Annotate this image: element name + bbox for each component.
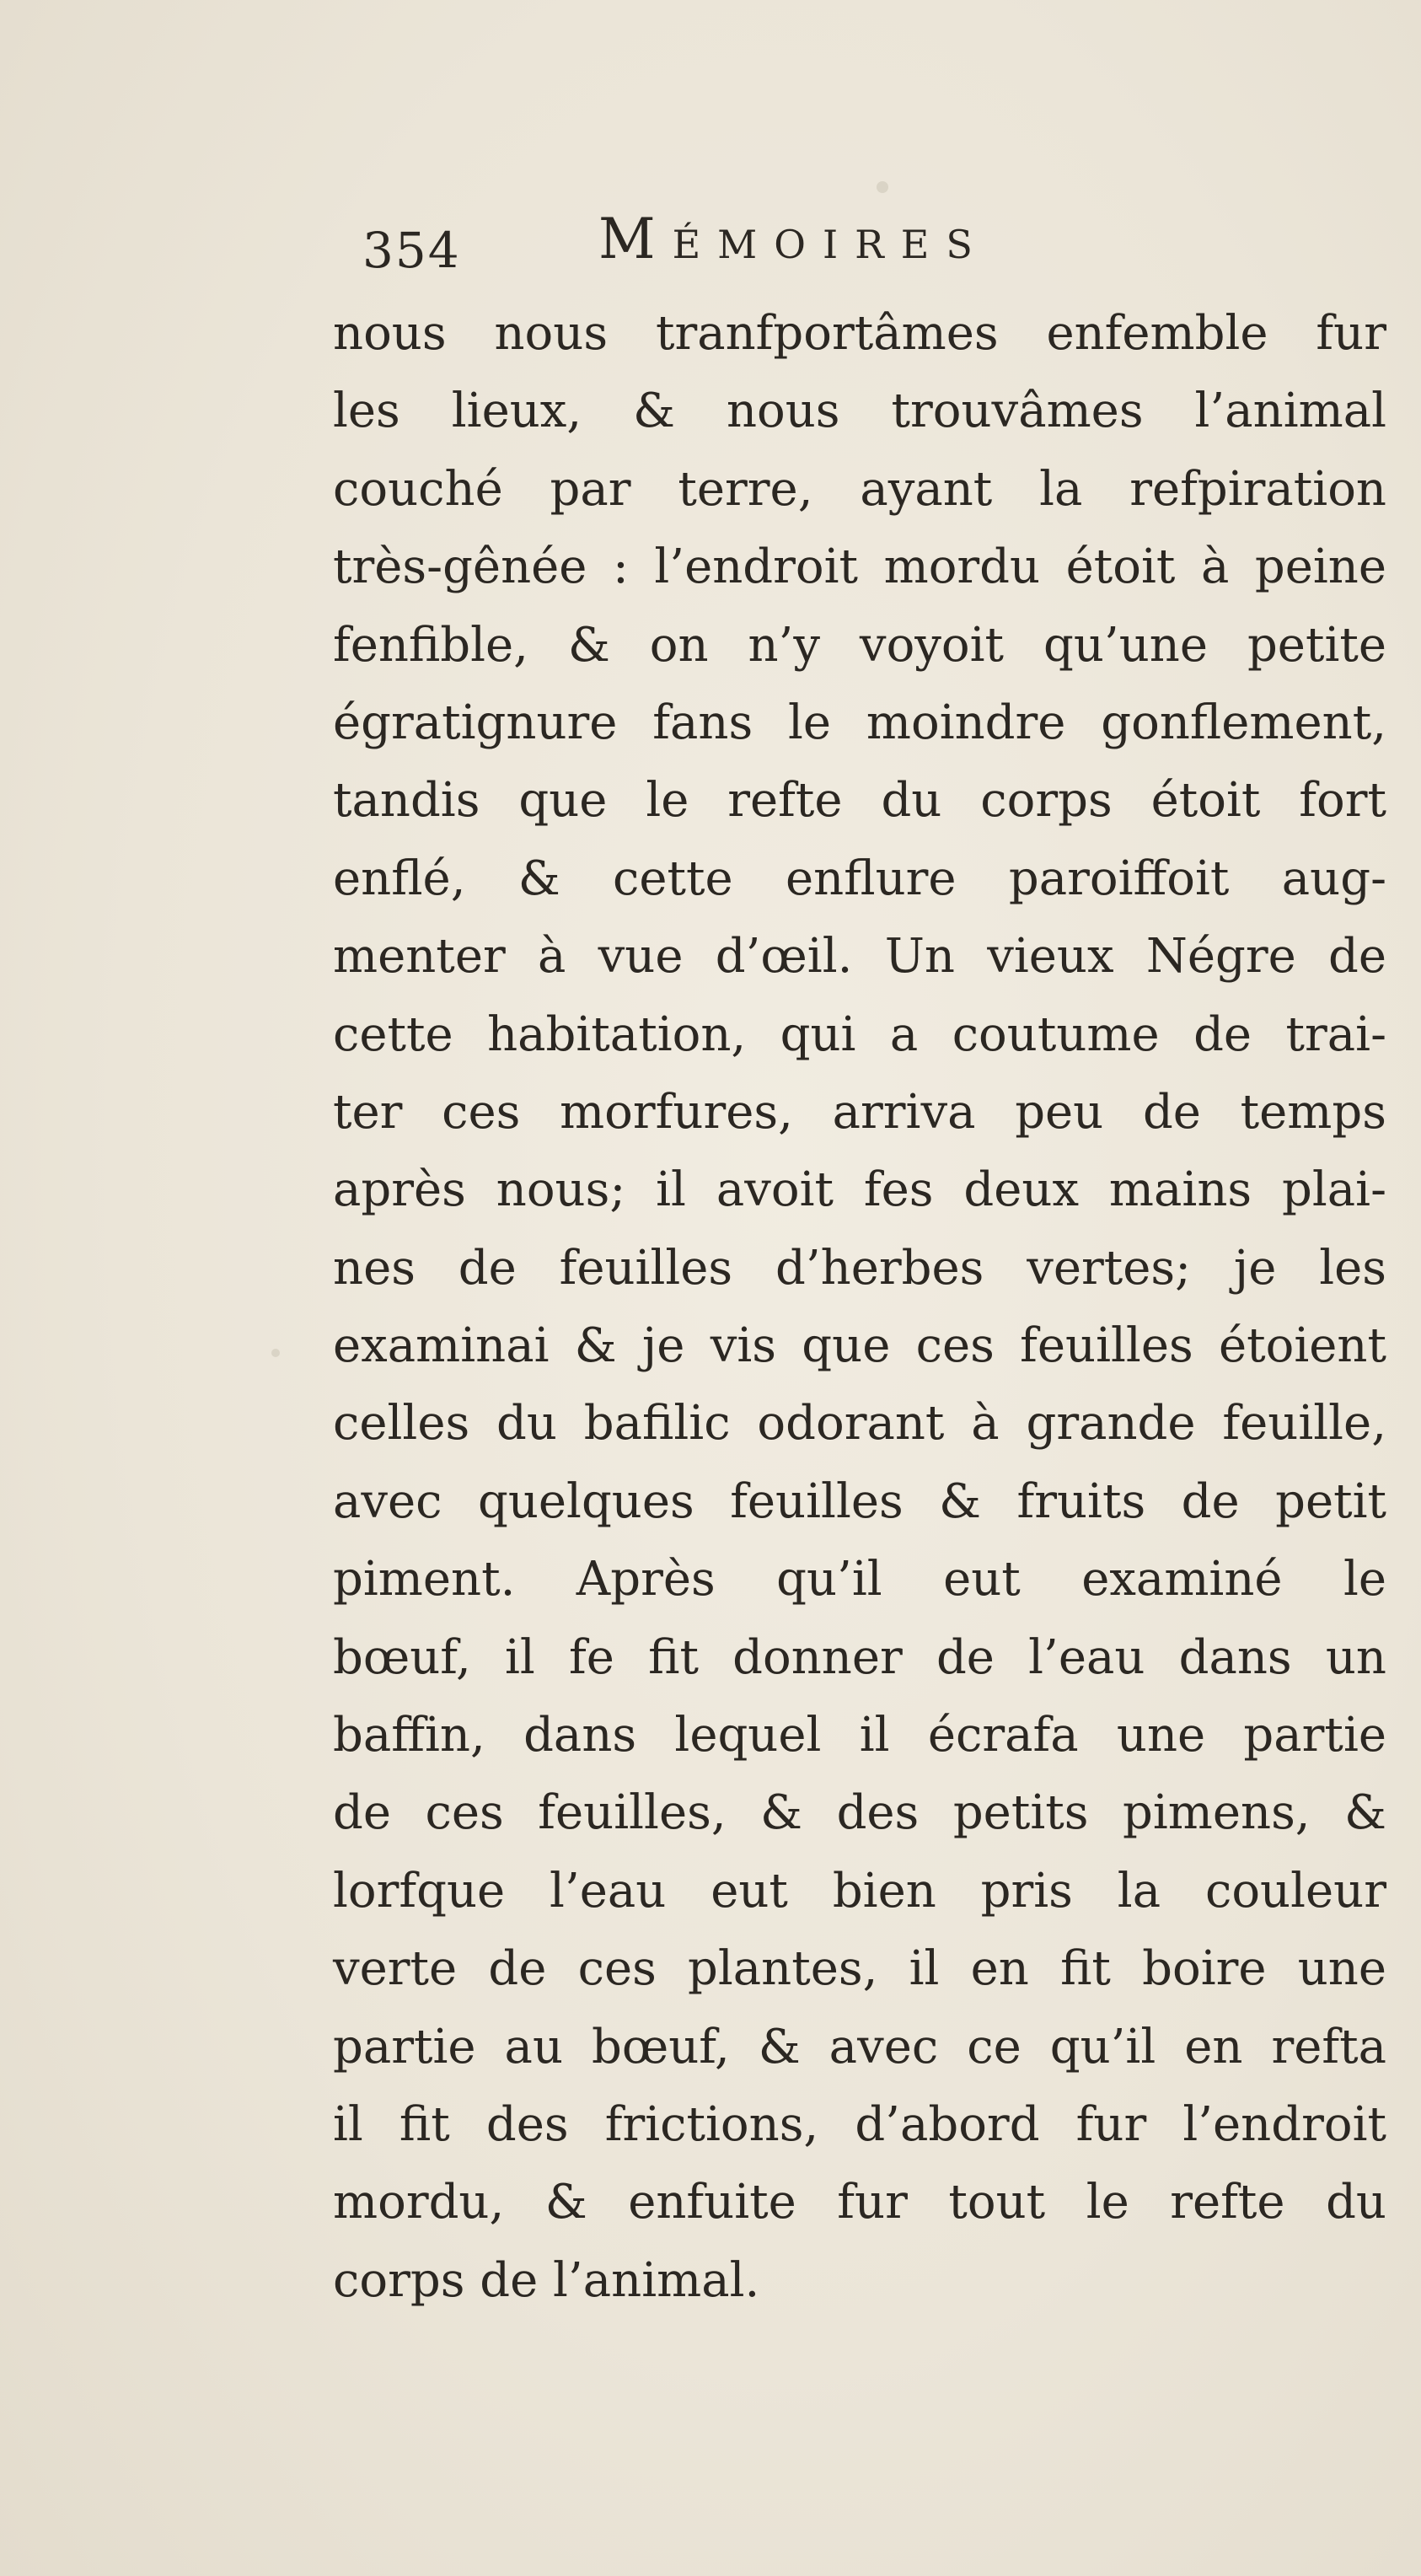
text-line: corps de l’animal. xyxy=(333,2252,760,2308)
text-line: après nous; il avoit fes deux mains plai- xyxy=(333,1162,1386,1218)
text-line: très-gênée : l’endroit mordu étoit à peine xyxy=(333,539,1386,595)
text-line: il fit des frictions, d’abord fur l’endroit xyxy=(333,2096,1386,2152)
text-line: lorfque l’eau eut bien pris la couleur xyxy=(333,1863,1386,1919)
text-line: menter à vue d’œil. Un vieux Négre de xyxy=(333,929,1386,985)
text-line: avec quelques feuilles & fruits de petit xyxy=(333,1473,1386,1529)
page-number: 354 xyxy=(362,222,461,279)
running-title: Mémoires xyxy=(598,207,989,271)
text-line: verte de ces plantes, il en fit boire une xyxy=(333,1941,1386,1997)
text-line: cette habitation, qui a coutume de trai- xyxy=(333,1006,1386,1062)
text-line: nes de feuilles d’herbes vertes; je les xyxy=(333,1240,1386,1296)
text-line: celles du bafilic odorant à grande feuille, xyxy=(333,1396,1386,1452)
text-line: les lieux, & nous trouvâmes l’animal xyxy=(333,384,1386,439)
page-header xyxy=(362,207,1205,282)
text-line: enflé, & cette enflure paroiffoit aug- xyxy=(333,851,1386,906)
text-line: piment. Après qu’il eut examiné le xyxy=(333,1552,1386,1607)
text-line: égratignure fans le moindre gonflement, xyxy=(333,695,1386,750)
text-line: nous nous tranfportâmes enfemble fur xyxy=(333,306,1386,361)
text-line: examinai & je vis que ces feuilles étoient xyxy=(333,1318,1386,1374)
text-line: fenfible, & on n’y voyoit qu’une petite xyxy=(333,617,1386,673)
text-line: mordu, & enfuite fur tout le refte du xyxy=(333,2175,1386,2230)
text-line: baffin, dans lequel il écrafa une partie xyxy=(333,1708,1386,1763)
text-line: couché par terre, ayant la refpiration xyxy=(333,461,1386,517)
text-line: ter ces morfures, arriva peu de temps xyxy=(333,1084,1386,1140)
text-line: partie au bœuf, & avec ce qu’il en refta xyxy=(333,2019,1386,2074)
text-line: de ces feuilles, & des petits pimens, & xyxy=(333,1785,1386,1841)
body-text xyxy=(333,295,1386,2320)
ink-spot xyxy=(877,181,888,193)
text-line: bœuf, il fe fit donner de l’eau dans un xyxy=(333,1629,1386,1685)
text-line: tandis que le refte du corps étoit fort xyxy=(333,773,1386,829)
ink-spot xyxy=(271,1349,280,1357)
